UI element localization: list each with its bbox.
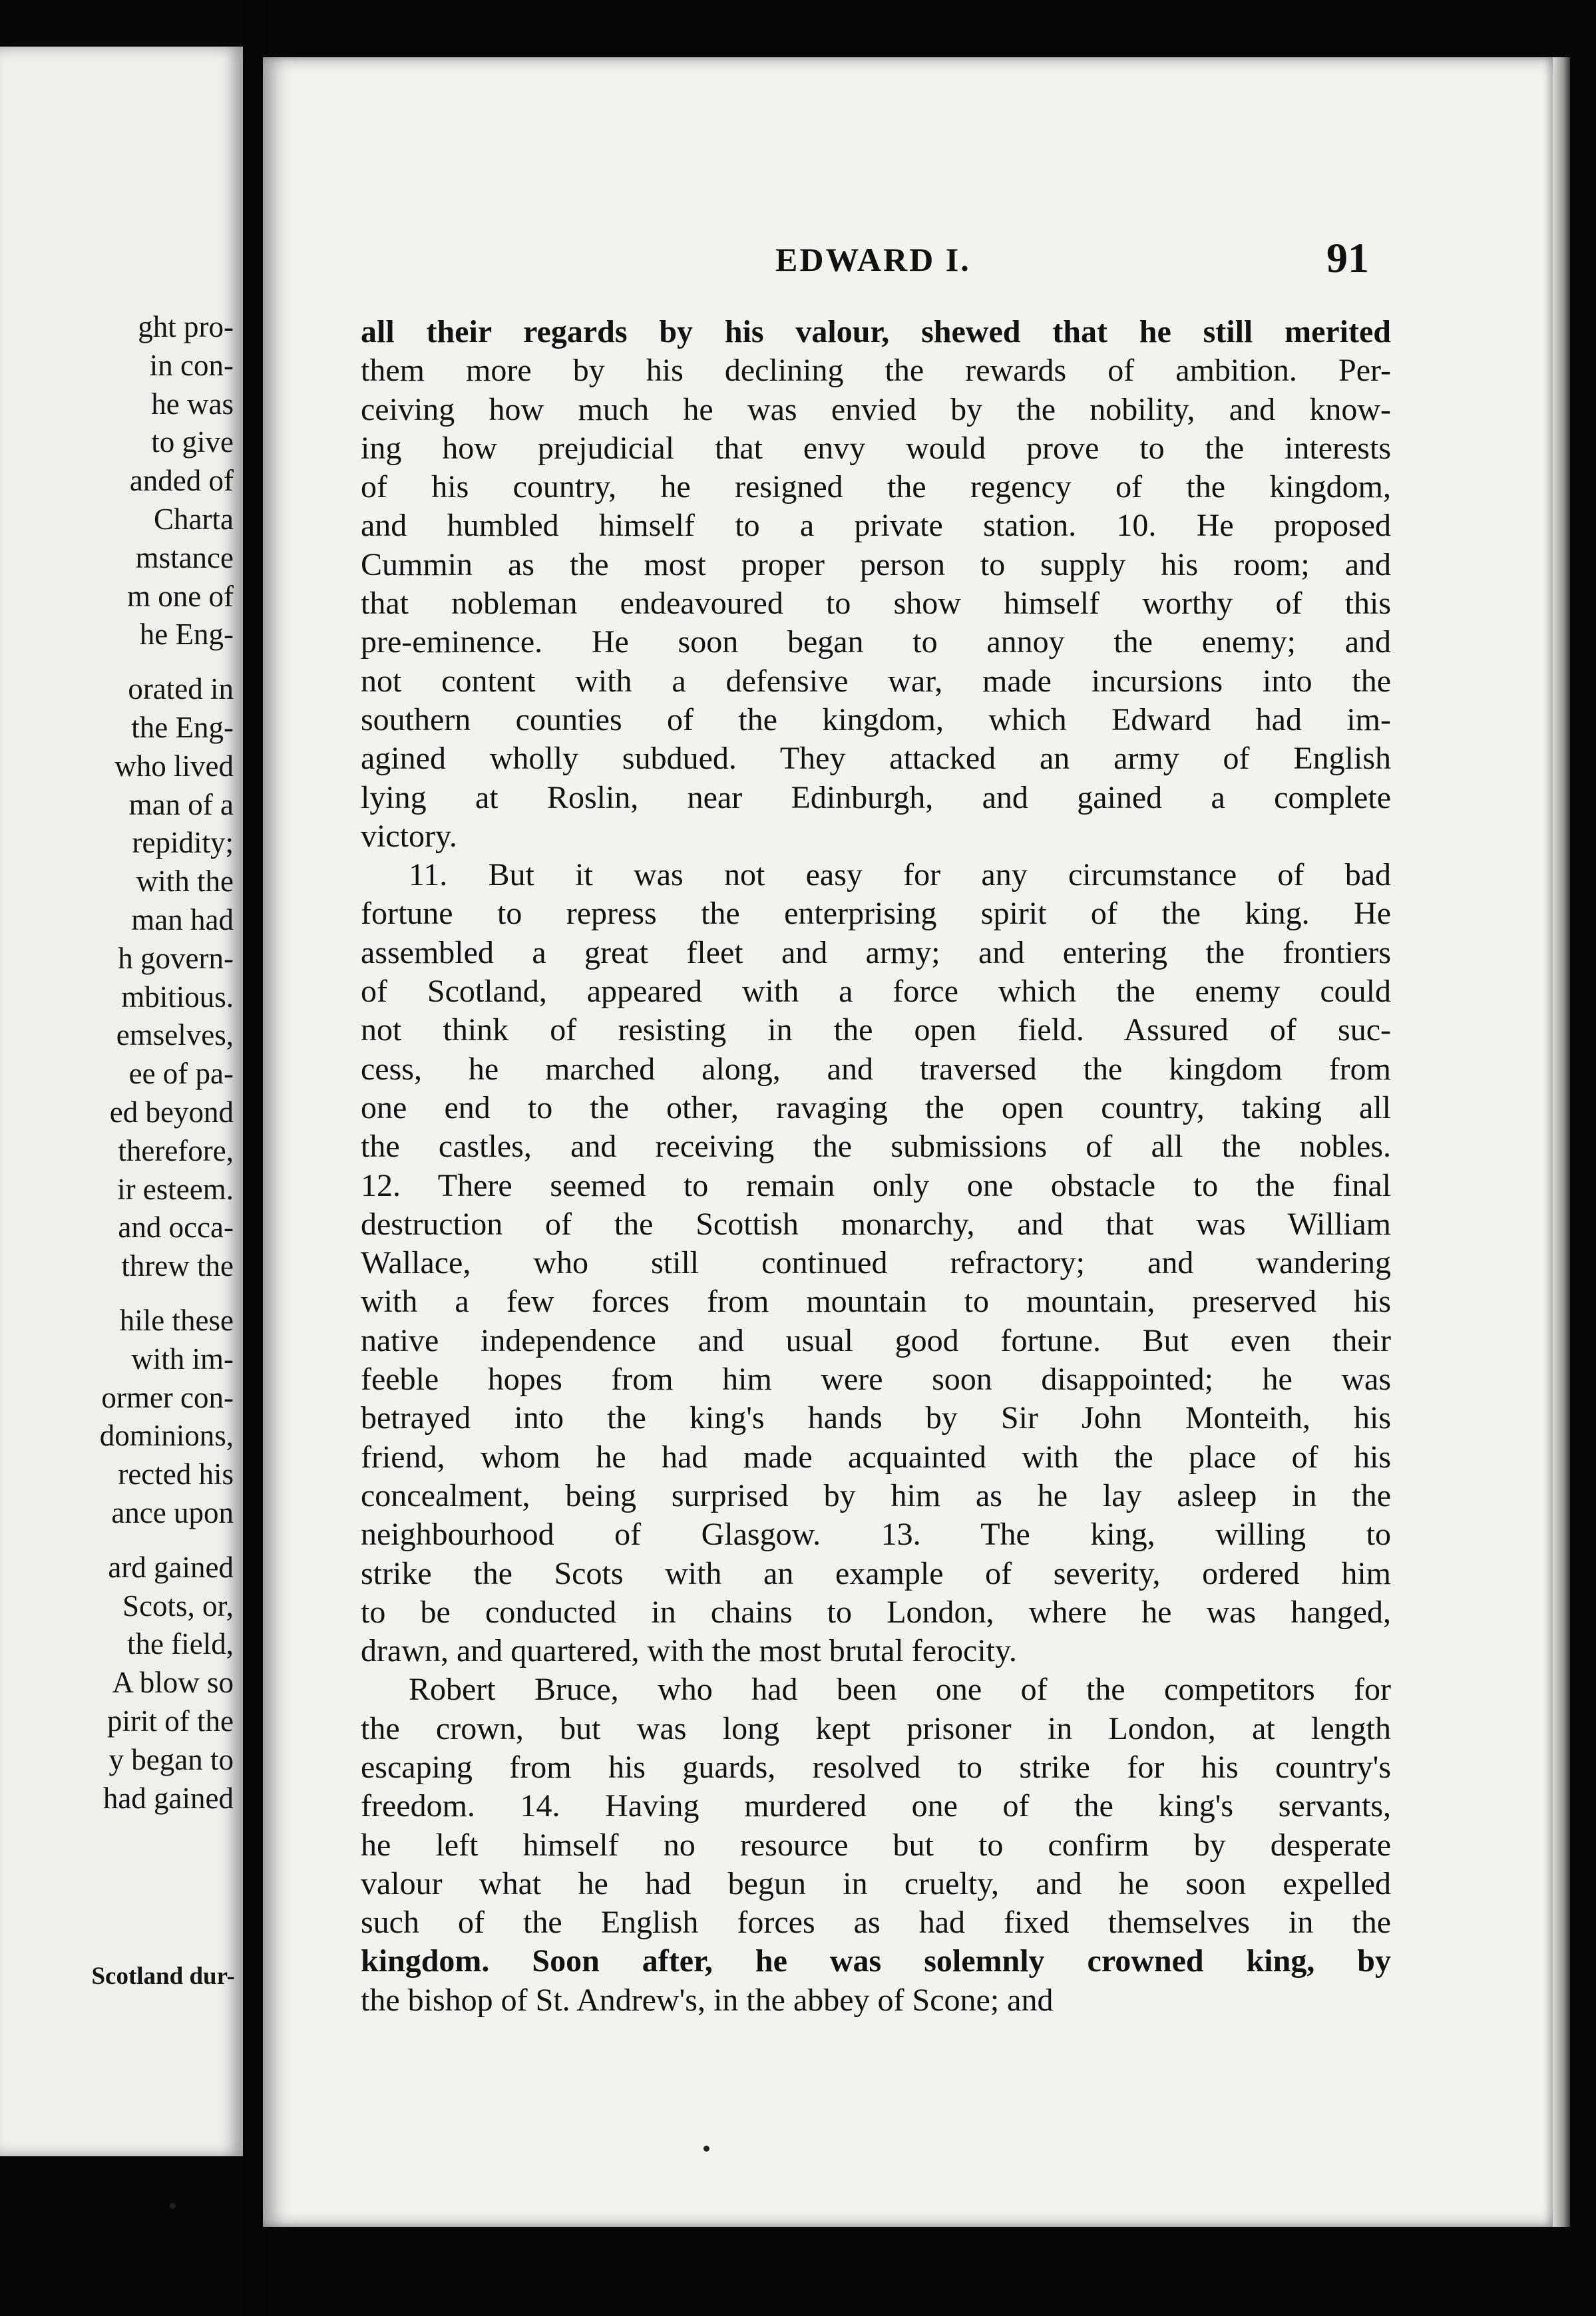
left-text-line: ed beyond (109, 1095, 234, 1129)
page-number: 91 (1326, 234, 1369, 282)
text-line: Wallace, who still continued refractory; and wandering (361, 1245, 1391, 1281)
left-text-line: rected his (118, 1457, 234, 1491)
left-text-line: man had (131, 903, 234, 936)
text-line: one end to the other, ravaging the open country, taking all (361, 1089, 1391, 1125)
left-text-line: the field, (127, 1627, 234, 1661)
left-text-line: Charta (154, 502, 234, 536)
left-text-line: m one of (127, 579, 234, 613)
text-line: them more by his declining the rewards of ambition. Per- (361, 353, 1391, 389)
text-line: betrayed into the king's hands by Sir John Monteith, his (361, 1400, 1391, 1436)
text-line: ing how prejudicial that envy would prove to the interests (361, 430, 1391, 466)
text-line: victory. (361, 818, 457, 854)
left-page-footnote: Scotland dur- (91, 1963, 235, 1990)
body-text (361, 313, 1391, 2020)
text-line: such of the English forces as had fixed themselves in the (361, 1905, 1391, 1941)
page-header (263, 234, 1553, 300)
text-line: ceiving how much he was envied by the nobility, and know- (361, 391, 1391, 427)
left-text-line: Scots, or, (122, 1589, 234, 1623)
left-text-line: ee of pa- (128, 1057, 234, 1091)
left-text-line: ormer con- (101, 1380, 234, 1414)
left-text-line: with the (136, 865, 234, 898)
left-text-line: and occa- (118, 1211, 234, 1245)
left-text-line: ir esteem. (117, 1172, 234, 1206)
left-text-line: with im- (131, 1342, 234, 1376)
text-line: neighbourhood of Glasgow. 13. The king, willing to (361, 1517, 1391, 1553)
left-text-line: mstance (135, 540, 234, 574)
text-line: and humbled himself to a private station. 10. He proposed (361, 508, 1391, 544)
left-text-line: to give (151, 425, 234, 459)
left-text-line: anded of (129, 464, 234, 498)
text-line: fortune to repress the enterprising spirit of the king. He (361, 896, 1391, 932)
text-line: the castles, and receiving the submissions of all the nobles. (361, 1129, 1391, 1165)
text-line: pre-eminence. He soon began to annoy the enemy; and (361, 624, 1391, 660)
ink-speck (703, 2146, 709, 2152)
left-text-line: had gained (102, 1781, 234, 1815)
text-line: agined wholly subdued. They attacked an army of English (361, 741, 1391, 777)
text-line: southern counties of the kingdom, which Edward had im- (361, 701, 1391, 737)
text-line: Cummin as the most proper person to supply his room; and (361, 546, 1391, 582)
left-text-line: mbitious. (121, 980, 234, 1014)
text-line: kingdom. Soon after, he was solemnly crowned king, by (361, 1943, 1391, 1979)
left-text-line: who lived (114, 749, 234, 783)
left-text-line: threw the (121, 1249, 234, 1283)
text-line: valour what he had begun in cruelty, and he soon expelled (361, 1865, 1391, 1901)
text-line: of his country, he resigned the regency of the kingdom, (361, 469, 1391, 505)
left-text-line: h govern- (118, 941, 234, 975)
left-text-line: pirit of the (107, 1704, 234, 1738)
left-text-line: y began to (108, 1742, 234, 1776)
left-text-line: ance upon (111, 1496, 234, 1529)
text-line: strike the Scots with an example of severity, ordered him (361, 1555, 1391, 1591)
page-edge (1553, 57, 1570, 2227)
text-line: he left himself no resource but to confirm by desperate (361, 1827, 1391, 1863)
left-text-line: in con- (149, 348, 234, 382)
text-line: all their regards by his valour, shewed that he still merited (361, 314, 1391, 349)
text-line: lying at Roslin, near Edinburgh, and gained a complete (361, 779, 1391, 815)
running-head: EDWARD I. (775, 241, 971, 278)
text-line: Robert Bruce, who had been one of the competitors for (409, 1672, 1391, 1708)
text-line: destruction of the Scottish monarchy, and that was William (361, 1206, 1391, 1242)
text-line: friend, whom he had made acquainted with the place of his (361, 1439, 1391, 1475)
text-line: that nobleman endeavoured to show himself worthy of this (361, 586, 1391, 622)
ink-speck (170, 2203, 176, 2209)
text-line: the bishop of St. Andrew's, in the abbey of Scone; and (361, 1982, 1054, 2018)
left-text-line: repidity; (132, 826, 234, 860)
text-line: cess, he marched along, and traversed the kingdom from (361, 1051, 1391, 1087)
left-text-line: he Eng- (139, 618, 234, 652)
left-text-line: orated in (128, 672, 234, 706)
text-line: freedom. 14. Having murdered one of the king's servants, (361, 1788, 1391, 1824)
left-text-line: dominions, (99, 1419, 234, 1453)
right-page (263, 57, 1553, 2227)
text-line: drawn, and quartered, with the most brutal ferocity. (361, 1633, 1017, 1669)
left-text-line: emselves, (116, 1018, 234, 1052)
text-line: assembled a great fleet and army; and entering the frontiers (361, 934, 1391, 970)
text-line: escaping from his guards, resolved to strike for his country's (361, 1749, 1391, 1785)
text-line: the crown, but was long kept prisoner in London, at length (361, 1710, 1391, 1746)
text-line: of Scotland, appeared with a force which the enemy could (361, 974, 1391, 1010)
text-line: native independence and usual good fortune. But even their (361, 1322, 1391, 1358)
text-line: not content with a defensive war, made incursions into the (361, 663, 1391, 699)
left-text-line: the Eng- (131, 711, 234, 744)
left-text-line: A blow so (112, 1666, 234, 1700)
text-line: concealment, being surprised by him as he lay asleep in the (361, 1477, 1391, 1513)
text-line: 12. There seemed to remain only one obstacle to the final (361, 1167, 1391, 1203)
text-line: feeble hopes from him were soon disappointed; he was (361, 1362, 1391, 1398)
text-line: not think of resisting in the open field. Assured of suc- (361, 1012, 1391, 1048)
text-line: to be conducted in chains to London, where he was hanged, (361, 1594, 1391, 1630)
left-text-line: ght pro- (138, 310, 234, 343)
left-page (0, 47, 243, 2156)
left-text-line: he was (151, 387, 234, 421)
left-text-line: ard gained (108, 1550, 234, 1584)
left-text-line: therefore, (118, 1133, 234, 1167)
text-line: with a few forces from mountain to mountain, preserved his (361, 1284, 1391, 1320)
left-text-line: man of a (128, 787, 234, 821)
text-line: 11. But it was not easy for any circumstance of bad (409, 857, 1391, 893)
left-text-line: hile these (119, 1304, 234, 1337)
